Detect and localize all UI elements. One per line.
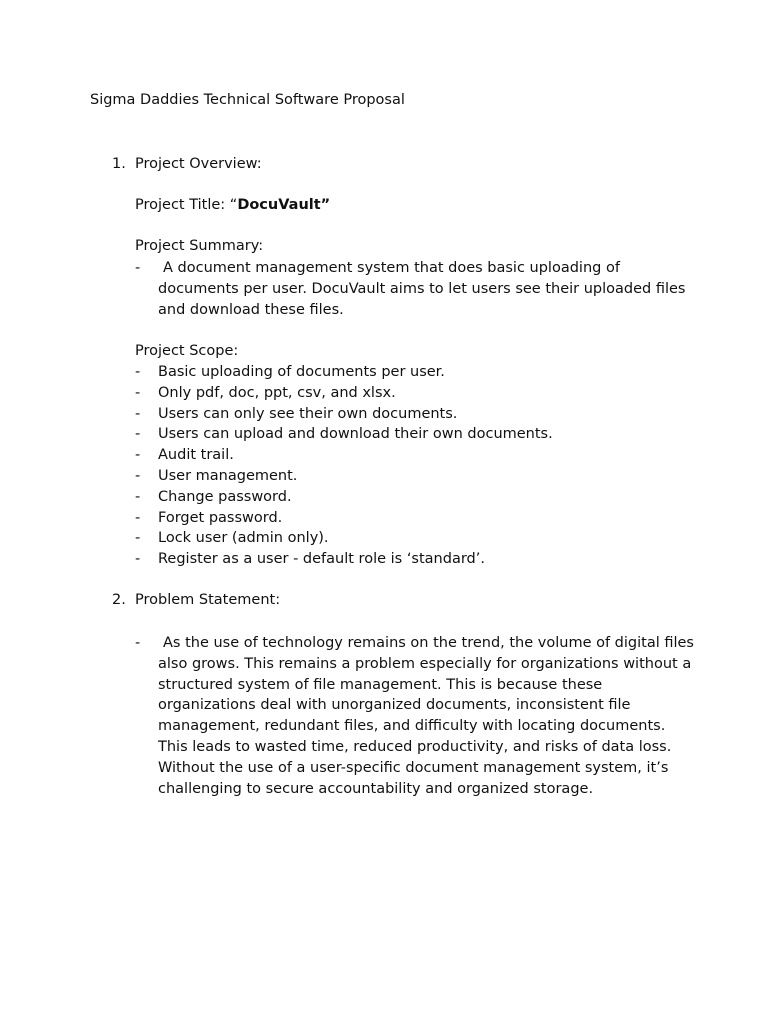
project-scope-label: Project Scope: — [135, 343, 239, 359]
project-title-line — [135, 197, 330, 213]
scope-item-text: Register as a user - default role is ‘standard’. — [158, 551, 485, 568]
project-title-label: Project Title: “ — [135, 197, 238, 213]
list-item — [135, 383, 695, 404]
project-summary-label: Project Summary: — [135, 238, 264, 254]
bullet-dash: - — [135, 260, 141, 276]
project-scope-list — [135, 362, 695, 570]
bullet-dash: - — [135, 635, 141, 651]
list-item — [135, 528, 695, 549]
list-item — [135, 549, 695, 570]
project-summary-list — [135, 258, 695, 320]
summary-text: A document management system that does basic uploading of documents per user. DocuVault aims to let users see their uploaded files and download these files. — [158, 260, 686, 318]
scope-item-text: Change password. — [158, 488, 292, 505]
list-item — [135, 466, 695, 487]
list-item — [135, 508, 695, 529]
bullet-dash: - — [135, 384, 141, 401]
section-1-number: 1. — [112, 156, 126, 172]
list-item — [135, 445, 695, 466]
scope-item-text: Only pdf, doc, ppt, csv, and xlsx. — [158, 384, 396, 401]
document-title: Sigma Daddies Technical Software Proposal — [90, 92, 405, 108]
list-item — [135, 424, 695, 445]
scope-item-text: Basic uploading of documents per user. — [158, 364, 445, 380]
scope-item-text: Audit trail. — [158, 447, 234, 464]
section-2-number: 2. — [112, 592, 126, 608]
list-item — [135, 258, 695, 320]
bullet-dash: - — [135, 364, 141, 380]
bullet-dash: - — [135, 426, 141, 443]
project-title-value: DocuVault” — [237, 197, 331, 213]
bullet-dash: - — [135, 551, 141, 568]
bullet-dash: - — [135, 509, 141, 526]
list-item — [135, 487, 695, 508]
scope-item-text: User management. — [158, 467, 298, 484]
problem-statement-list — [135, 633, 695, 799]
scope-item-text: Forget password. — [158, 509, 283, 526]
list-item — [135, 404, 695, 425]
section-2-heading: Problem Statement: — [135, 592, 281, 608]
scope-item-text: Users can only see their own documents. — [158, 405, 458, 422]
scope-item-text: Lock user (admin only). — [158, 530, 329, 547]
bullet-dash: - — [135, 447, 141, 464]
scope-item-text: Users can upload and download their own documents. — [158, 426, 553, 443]
section-1-heading: Project Overview: — [135, 156, 262, 172]
problem-statement-text: As the use of technology remains on the trend, the volume of digital files also grows. This remains a problem especially for organizations without a structured system of file management. This is because these organizations deal with unorganized documents, inconsistent file management, redundant files, and difficulty with locating documents. This leads to wasted time, reduced productivity, and risks of data loss. Without the use of a user-specific document management system, it’s challenging to secure accountability and organized storage. — [158, 635, 694, 797]
list-item — [135, 362, 695, 383]
bullet-dash: - — [135, 530, 141, 547]
bullet-dash: - — [135, 405, 141, 422]
bullet-dash: - — [135, 488, 141, 505]
list-item — [135, 633, 695, 799]
bullet-dash: - — [135, 467, 141, 484]
